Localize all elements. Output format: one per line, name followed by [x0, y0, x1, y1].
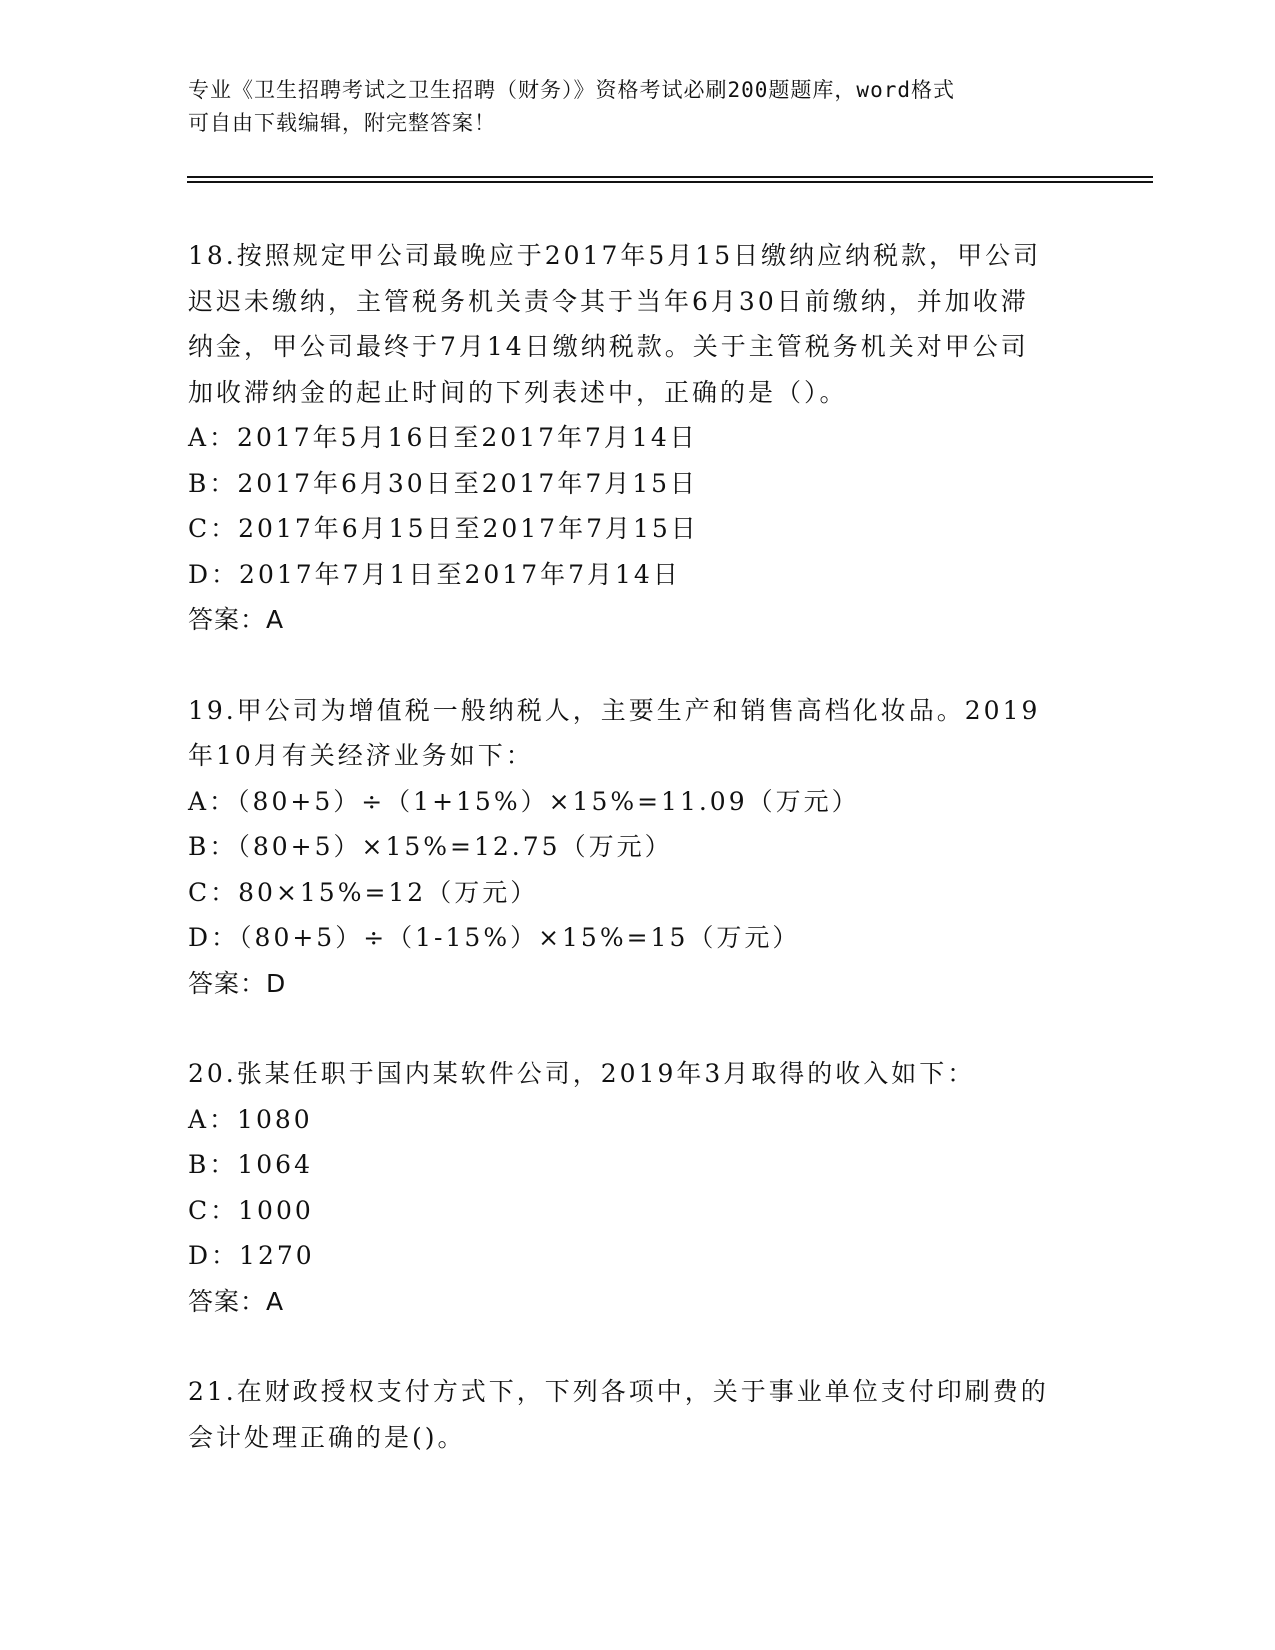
rule-line-top — [187, 176, 1153, 178]
question-stem-line: 会计处理正确的是()。 — [188, 1422, 466, 1452]
question-stem-line: 21.在财政授权支付方式下，下列各项中，关于事业单位支付印刷费的 — [188, 1377, 1049, 1406]
question-stem-line: 20.张某任职于国内某软件公司，2019年3月取得的收入如下： — [188, 1059, 976, 1088]
option-d: D：2017年7月1日至2017年7月14日 — [188, 559, 681, 589]
rule-line-bottom — [187, 181, 1153, 183]
question-stem-line: 年10月有关经济业务如下： — [188, 741, 534, 770]
option-b: B：（80+5）×15%=12.75（万元） — [188, 832, 673, 861]
option-c: C：1000 — [188, 1195, 314, 1225]
option-a: A：2017年5月16日至2017年7月14日 — [188, 423, 698, 452]
option-c: C：80×15%=12（万元） — [188, 877, 539, 907]
question-20 — [188, 1051, 1088, 1324]
option-c: C：2017年6月15日至2017年7月15日 — [188, 514, 699, 543]
question-stem-line: 19.甲公司为增值税一般纳税人，主要生产和销售高档化妆品。2019 — [188, 695, 1041, 725]
header-double-rule — [187, 176, 1153, 183]
option-d: D：（80+5）÷（1-15%）×15%=15（万元） — [188, 923, 801, 952]
answer-label: 答案：D — [188, 968, 287, 998]
question-stem-line: 18.按照规定甲公司最晚应于2017年5月15日缴纳应纳税款，甲公司 — [188, 241, 1042, 270]
question-spacer — [188, 643, 1088, 688]
question-list — [188, 233, 1088, 1460]
option-b: B：2017年6月30日至2017年7月15日 — [188, 468, 699, 498]
option-a: A：1080 — [188, 1104, 313, 1134]
option-a: A：（80+5）÷（1+15%）×15%=11.09（万元） — [188, 786, 860, 816]
option-d: D：1270 — [188, 1241, 315, 1270]
question-19 — [188, 688, 1088, 1007]
header-line-1: 专业《卫生招聘考试之卫生招聘（财务）》资格考试必刷200题题库，word格式 — [188, 78, 955, 102]
question-stem-line: 纳金，甲公司最终于7月14日缴纳税款。关于主管税务机关对甲公司 — [188, 332, 1029, 361]
header-line-2: 可自由下载编辑，附完整答案！ — [188, 111, 496, 135]
question-18 — [188, 233, 1088, 643]
document-header — [188, 74, 1068, 140]
answer-label: 答案：A — [188, 605, 285, 634]
question-spacer — [188, 1006, 1088, 1051]
answer-label: 答案：A — [188, 1286, 285, 1316]
question-stem-line: 加收滞纳金的起止时间的下列表述中，正确的是（）。 — [188, 377, 848, 407]
option-b: B：1064 — [188, 1150, 313, 1179]
question-spacer — [188, 1324, 1088, 1369]
question-stem-line: 迟迟未缴纳，主管税务机关责令其于当年6月30日前缴纳，并加收滞 — [188, 286, 1029, 316]
question-21 — [188, 1369, 1088, 1460]
